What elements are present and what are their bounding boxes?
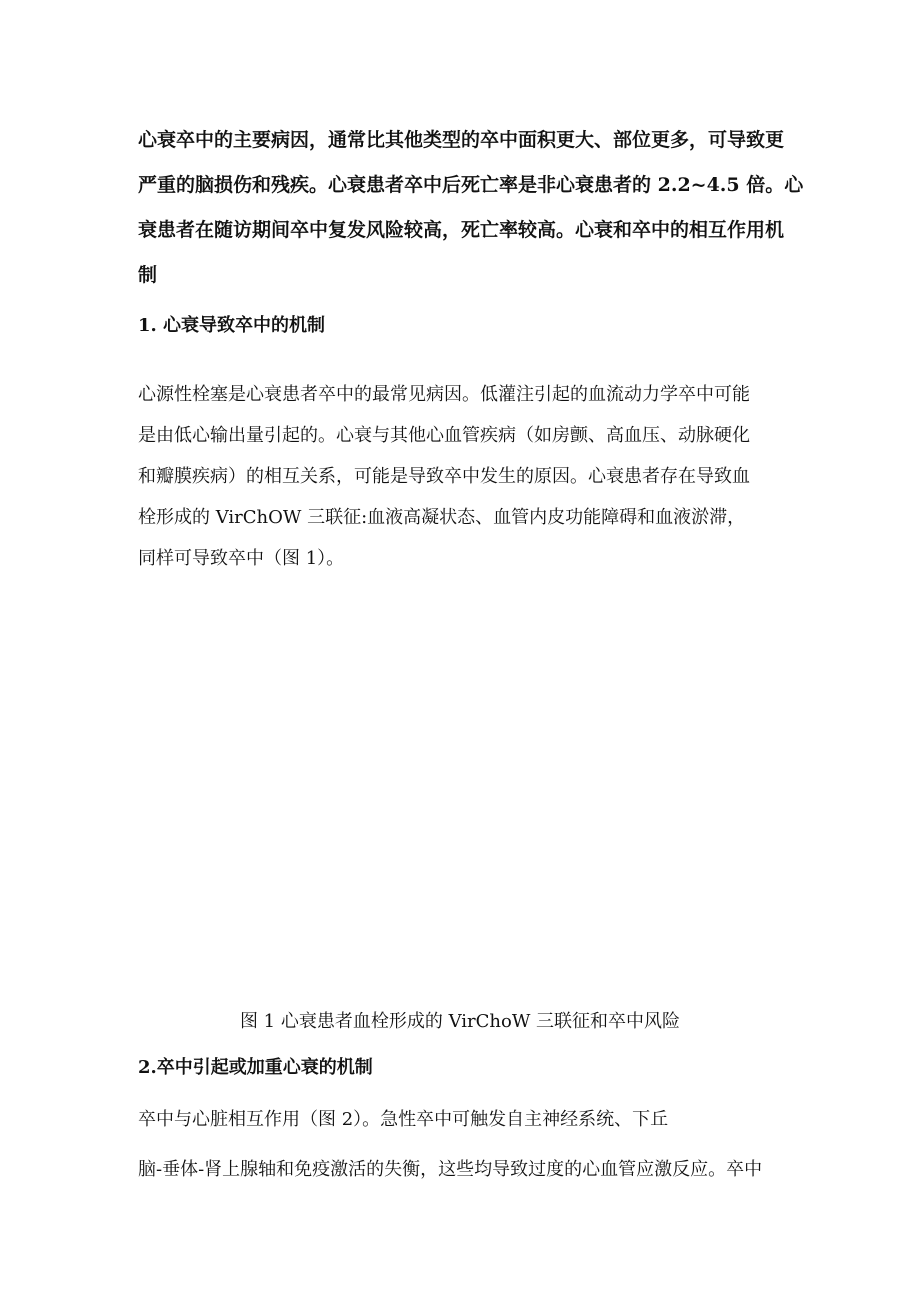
text-line: 衰患者在随访期间卒中复发风险较高，死亡率较高。心衰和卒中的相互作用机 <box>138 219 785 241</box>
text-line: 是由低心输出量引起的。心衰与其他心血管疾病（如房颤、高血压、动脉硬化 <box>138 425 750 446</box>
section-heading-2: 2.卒中引起或加重心衰的机制 <box>138 1057 373 1078</box>
paragraph-heart-failure-stroke-overview <box>138 118 804 298</box>
paragraph-stroke-heart-interaction-line-2: 脑-垂体-肾上腺轴和免疫激活的失衡，这些均导致过度的心血管应激反应。卒中 <box>138 1159 763 1180</box>
figure-1-blank-area <box>138 610 778 990</box>
paragraph-mechanism-heart-failure-to-stroke <box>138 374 778 579</box>
text-line: 心源性栓塞是心衰患者卒中的最常见病因。低灌注引起的血流动力学卒中可能 <box>138 384 750 405</box>
text-line: 严重的脑损伤和残疾。心衰患者卒中后死亡率是非心衰患者的 2.2~4.5 倍。心 <box>138 174 804 196</box>
text-line: 栓形成的 VirChOW 三联征:血液高凝状态、血管内皮功能障碍和血液淤滞， <box>138 507 746 528</box>
text-line: 心衰卒中的主要病因，通常比其他类型的卒中面积更大、部位更多，可导致更 <box>138 129 785 151</box>
text-line: 同样可导致卒中（图 1）。 <box>138 548 345 569</box>
paragraph-stroke-heart-interaction-line-1: 卒中与心脏相互作用（图 2）。急性卒中可触发自主神经系统、下丘 <box>138 1109 669 1130</box>
figure-1-caption: 图 1 心衰患者血栓形成的 VirChoW 三联征和卒中风险 <box>239 1011 681 1032</box>
text-line: 和瓣膜疾病）的相互关系，可能是导致卒中发生的原因。心衰患者存在导致血 <box>138 466 750 487</box>
section-heading-1: 1. 心衰导致卒中的机制 <box>138 315 326 336</box>
text-line: 制 <box>138 264 158 286</box>
